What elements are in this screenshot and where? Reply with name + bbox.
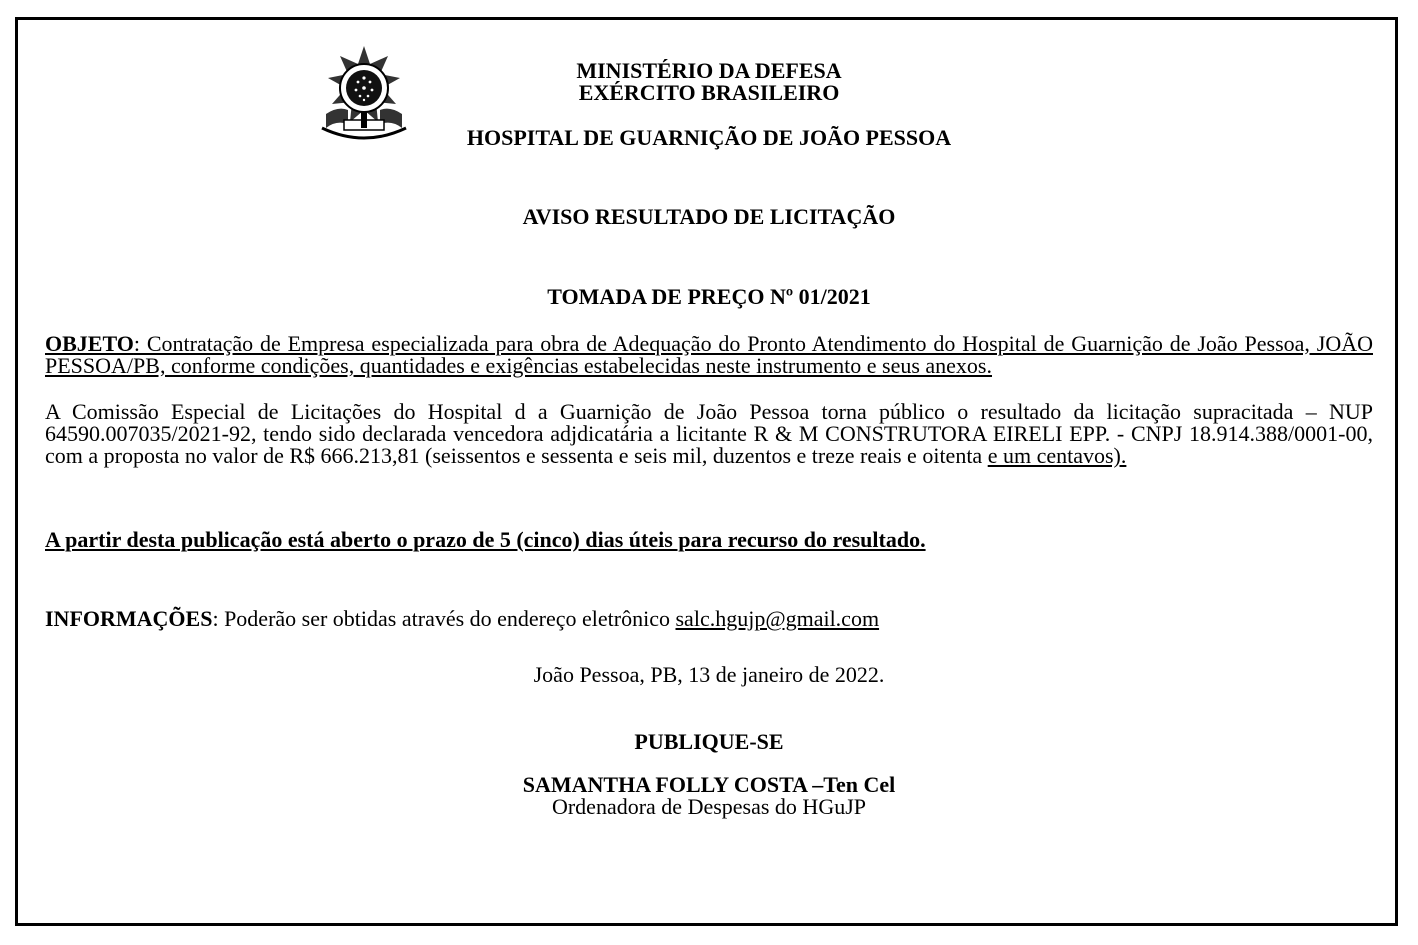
objeto-paragraph — [45, 333, 1373, 377]
comissao-underlined-tail: e um centavos). — [987, 443, 1127, 468]
date-line: João Pessoa, PB, 13 de janeiro de 2022. — [533, 662, 885, 687]
ministry-title: MINISTÉRIO DA DEFESA — [576, 58, 842, 83]
objeto-label: OBJETO — [45, 331, 134, 356]
email-link[interactable]: salc.hgujp@gmail.com — [675, 606, 880, 631]
info-text: : Poderão ser obtidas através do endereço eletrônico — [212, 606, 676, 631]
army-title: EXÉRCITO BRASILEIRO — [578, 80, 840, 105]
info-paragraph — [45, 608, 1373, 630]
objeto-text: : Contratação de Empresa especializada para obra de Adequação do Pronto Atendimento do Hospital de Guarnição de João Pessoa, JOÃO PESSOA/PB, conforme condições, quantidades e exigências estabelecidas neste instrumento e seus anexos. — [45, 331, 1373, 378]
prazo-notice: A partir desta publicação está aberto o prazo de 5 (cinco) dias úteis para recurso do resultado. — [45, 527, 926, 552]
publique-se: PUBLIQUE-SE — [634, 729, 784, 754]
signatory-role: Ordenadora de Despesas do HGuJP — [551, 794, 867, 819]
info-label: INFORMAÇÕES — [45, 606, 213, 631]
comissao-text: A Comissão Especial de Licitações do Hospital d a Guarnição de João Pessoa torna público o resultado da licitação supracitada – NUP 64590.007035/2021-92, tendo sido declarada vencedora adjdicatária a licitante R & M CONSTRUTORA EIRELI EPP. - CNPJ 18.914.388/0001-00, com a proposta no valor de R$ 666.213,81 (seissentos e sessenta e seis mil, duzentos e treze reais e oitenta — [45, 399, 1373, 468]
hospital-title: HOSPITAL DE GUARNIÇÃO DE JOÃO PESSOA — [466, 125, 952, 150]
comissao-paragraph — [45, 401, 1373, 467]
signatory-name: SAMANTHA FOLLY COSTA –Ten Cel — [522, 772, 896, 797]
tender-title: TOMADA DE PREÇO Nº 01/2021 — [547, 284, 871, 309]
notice-title: AVISO RESULTADO DE LICITAÇÃO — [522, 204, 896, 229]
